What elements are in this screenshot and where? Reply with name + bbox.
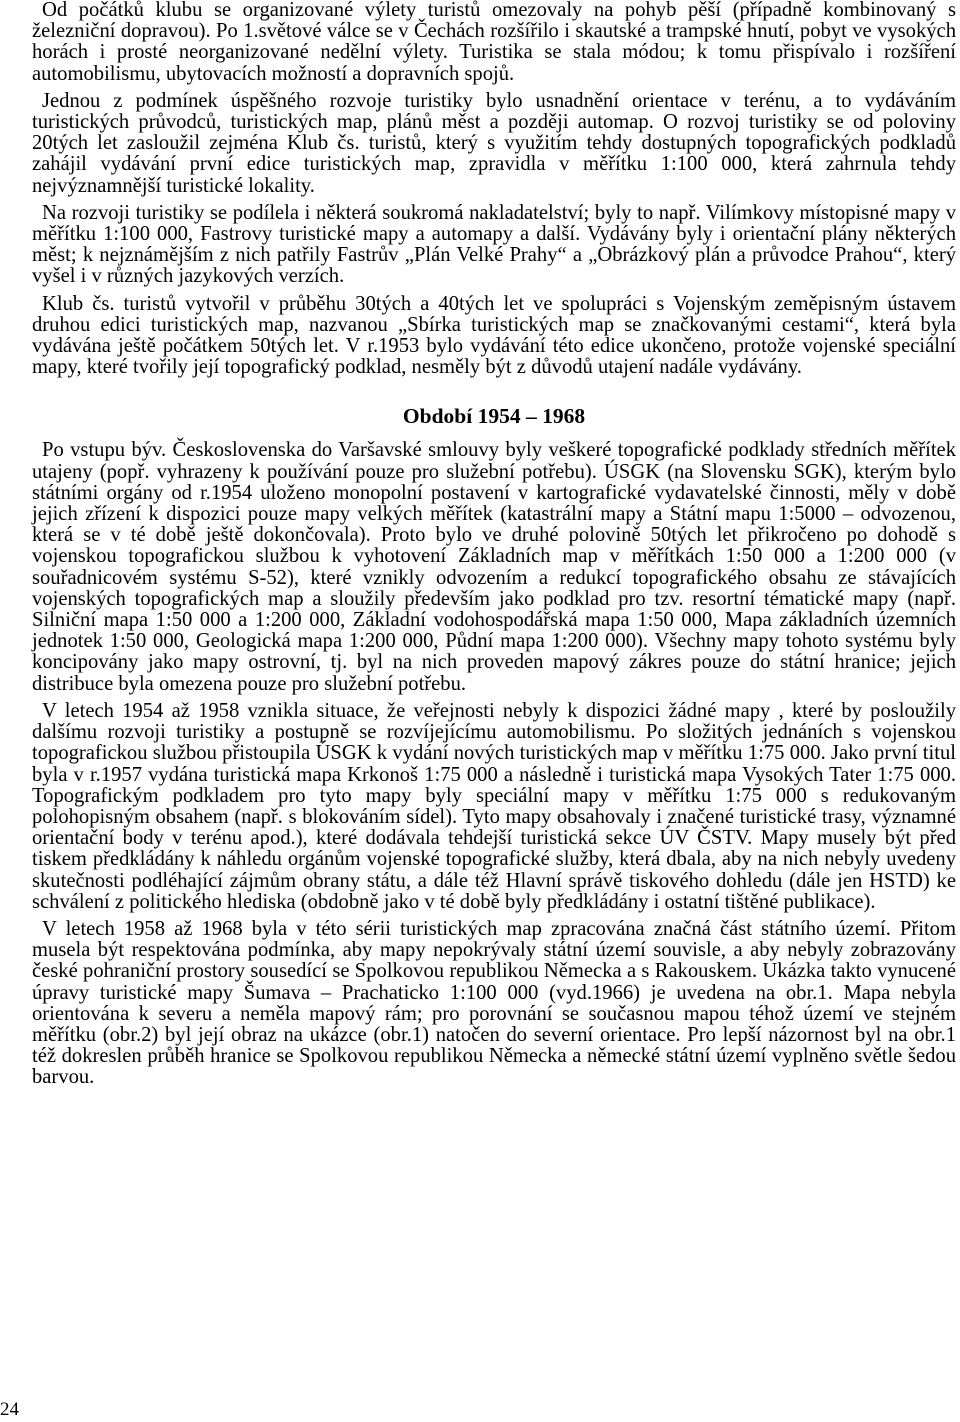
section-title: Období 1954 – 1968 [402, 404, 586, 429]
paragraph-intro-3: Na rozvoji turistiky se podílela i některá soukromá nakladatelství; byly to např. Vilímkovy místopisné mapy v měřítku 1:100 000, Fastrovy turistické mapy a automapy a další. Vydávány byly i orientační plány některých měst; k nejznámějším z nich patřily Fastrův „Plán Velké Prahy“ a „Obrázkový plán a průvodce Prahou“, který vyšel i v různých jazykových verzích. [32, 201, 956, 288]
paragraph-section-2: V letech 1954 až 1958 vznikla situace, že veřejnosti nebyly k dispozici žádné mapy , které by posloužily dalšímu rozvoji turistiky a postupně se rozvíjejícímu automobilismu. Po složitých jednáních s vojenskou topografickou službou přistoupila ÚSGK k vydání nových turistických map v měřítku 1:75 000. Jako první titul byla v r.1957 vydána turistická mapa Krkonoš 1:75 000 a následně i turistická mapa Vysokých Tater 1:75 000. Topografickým podkladem pro tyto mapy byly speciální mapy v měřítku 1:75 000 s redukovaným polohopisným obsahem (např. s blokováním sídel). Tyto mapy obsahovaly i značené turistické trasy, významné orientační body v terénu apod.), které dodávala tehdejší turistická sekce ÚV ČSTV. Mapy musely být před tiskem předkládány k náhledu orgánům vojenské topografické služby, která dbala, aby na nich nebyly uvedeny skutečnosti podléhající zájmům obrany státu, a dále též Hlavní správě tiskového dohledu (dále jen HSTD) ke schválení z politického hlediska (obdobně jako v té době byly předkládány i ostatní tištěné publikace). [32, 699, 956, 913]
paragraph-section-3: V letech 1958 až 1968 byla v této sérii turistických map zpracována značná část státního území. Přitom musela být respektována podmínka, aby mapy nepokrývaly státní území souvisle, a aby nebyly zobrazovány české pohraniční prostory sousedící se Spolkovou republikou Německa a s Rakouskem. Ukázka takto vynucené úpravy turistické mapy Šumava – Prachaticko 1:100 000 (vyd.1966) je uvedena na obr.1. Mapa nebyla orientována k severu a neměla mapový rám; pro porovnání se současnou mapou téhož území ve stejném měřítku (obr.2) byl její obraz na ukázce (obr.1) natočen do severní orientace. Pro lepší názornost byl na obr.1 též dokreslen průběh hranice se Spolkovou republikou Německa a německé státní území vyplněno světle šedou barvou. [32, 917, 956, 1089]
paragraph-section-1: Po vstupu býv. Československa do Varšavské smlouvy byly veškeré topografické podklady středních měřítek utajeny (popř. vyhrazeny k používání pouze pro služební potřebu). ÚSGK (na Slovensku SGK), kterým bylo státními orgány od r.1954 uloženo monopolní postavení v kartografické vydavatelské činnosti, měly v době jejich zřízení k dispozici pouze mapy velkých měřítek (katastrální mapy a Státní mapu 1:5000 – odvozenou, která se v té době ještě dokončovala). Proto bylo ve druhé polovině 50tých let přikročeno po dohodě s vojenskou topografickou službou k vyhotovení Základních map v měřítkách 1:50 000 a 1:200 000 (v souřadnicovém systému S-52), které vznikly odvozením a redukcí topografického obsahu ze stávajících vojenských topografických map a sloužily především jako podklad pro tzv. resortní tématické mapy (např. Silniční mapa 1:50 000 a 1:200 000, Základní vodohospodářská mapa 1:50 000, Mapa základních územních jednotek 1:50 000, Geologická mapa 1:200 000, Půdní mapa 1:200 000). Všechny mapy tohoto systému byly koncipovány jako mapy ostrovní, tj. byl na nich proveden mapový zákres pouze do státní hranice; jejich distribuce byla omezena pouze pro služební potřebu. [32, 439, 956, 695]
paragraph-intro-4: Klub čs. turistů vytvořil v průběhu 30tých a 40tých let ve spolupráci s Vojenským zeměpisným ústavem druhou edici turistických map, nazvanou „Sbírka turistických map se značkovanými cestami“, která byla vydávána ještě počátkem 50tých let. V r.1953 bylo vydávání této edice ukončeno, protože vojenské speciální mapy, které tvořily její topografický podklad, nesměly být z důvodů utajení nadále vydávány. [32, 292, 956, 379]
page-number: 24 [0, 1399, 19, 1420]
body-text [32, 0, 956, 1095]
paragraph-intro-1: Od počátků klubu se organizované výlety turistů omezovaly na pohyb pěší (případně kombinovaný s železniční dopravou). Po 1.světové válce se v Čechách rozšířilo i skautské a trampské hnutí, pobyt ve vysokých horách i prosté neorganizované nedělní výlety. Turistika se stala módou; k tomu přispívalo i rozšíření automobilismu, ubytovacích možností a dopravních spojů. [32, 0, 956, 85]
paragraph-intro-2: Jednou z podmínek úspěšného rozvoje turistiky bylo usnadnění orientace v terénu, a to vydáváním turistických průvodců, turistických map, plánů měst a později automap. O rozvoj turistiky se od poloviny 20tých let zasloužil zejména Klub čs. turistů, který s využitím tehdy dostupných topografických podkladů zahájil vydávání první edice turistických map, zpravidla v měřítku 1:100 000, která zahrnula tehdy nejvýznamnější turistické lokality. [32, 89, 956, 197]
